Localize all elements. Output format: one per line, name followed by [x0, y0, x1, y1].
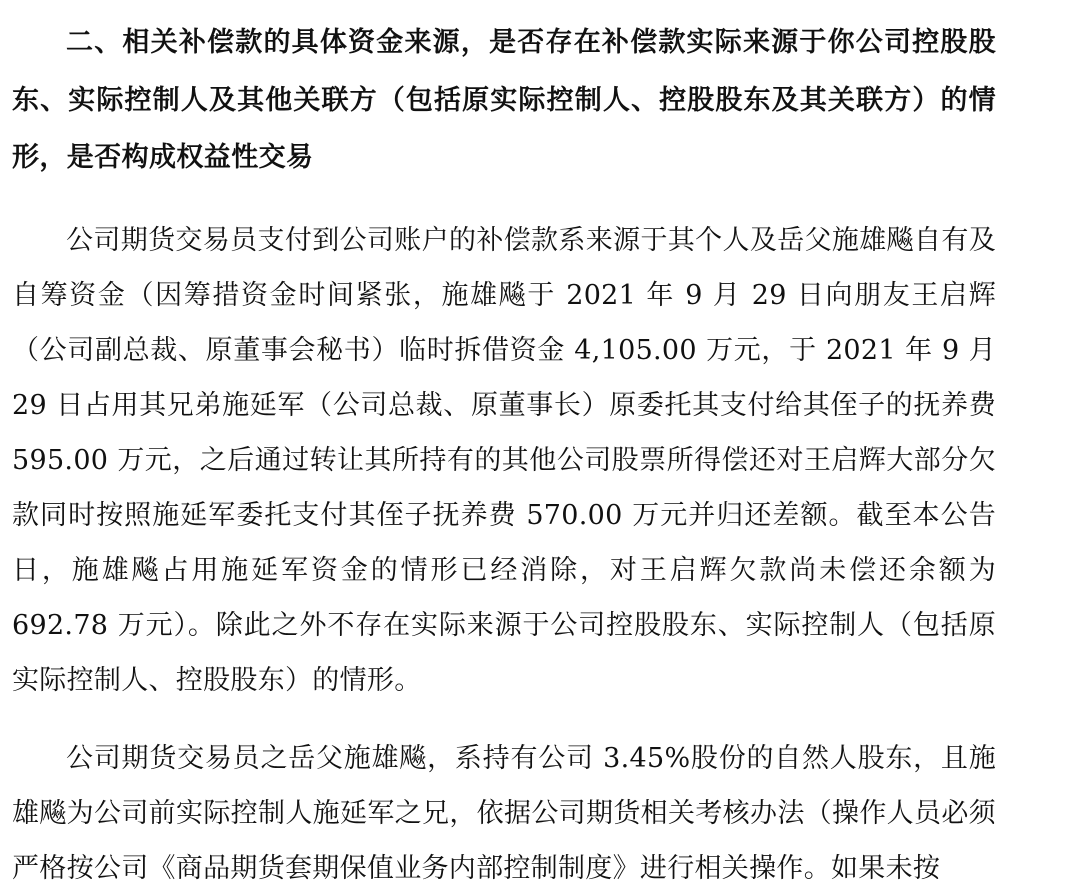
document-page — [12, 0, 996, 896]
body-paragraph-1: 公司期货交易员支付到公司账户的补偿款系来源于其个人及岳父施雄飚自有及自筹资金（因筹措资金时间紧张，施雄飚于 2021 年 9 月 29 日向朋友王启辉（公司副总裁、原董事会秘书）临时拆借资金 4,105.00 万元，于 2021 年 9 月 29 日占用其兄弟施延军（公司总裁、原董事长）原委托其支付给其侄子的抚养费 595.00 万元，之后通过转让其所持有的其他公司股票所得偿还对王启辉大部分欠款同时按照施延军委托支付其侄子抚养费 570.00 万元并归还差额。截至本公告日，施雄飚占用施延军资金的情形已经消除，对王启辉欠款尚未偿还余额为 692.78 万元）。除此之外不存在实际来源于公司控股股东、实际控制人（包括原实际控制人、控股股东）的情形。 — [12, 224, 996, 696]
body-paragraph-2: 公司期货交易员之岳父施雄飚，系持有公司 3.45%股份的自然人股东，且施雄飚为公司前实际控制人施延军之兄，依据公司期货相关考核办法（操作人员必须严格按公司《商品期货套期保值业务内部控制制度》进行相关操作。如果未按 — [12, 742, 996, 884]
section-heading: 二、相关补偿款的具体资金来源，是否存在补偿款实际来源于你公司控股股东、实际控制人及其他关联方（包括原实际控制人、控股股东及其关联方）的情形，是否构成权益性交易 — [12, 27, 996, 173]
